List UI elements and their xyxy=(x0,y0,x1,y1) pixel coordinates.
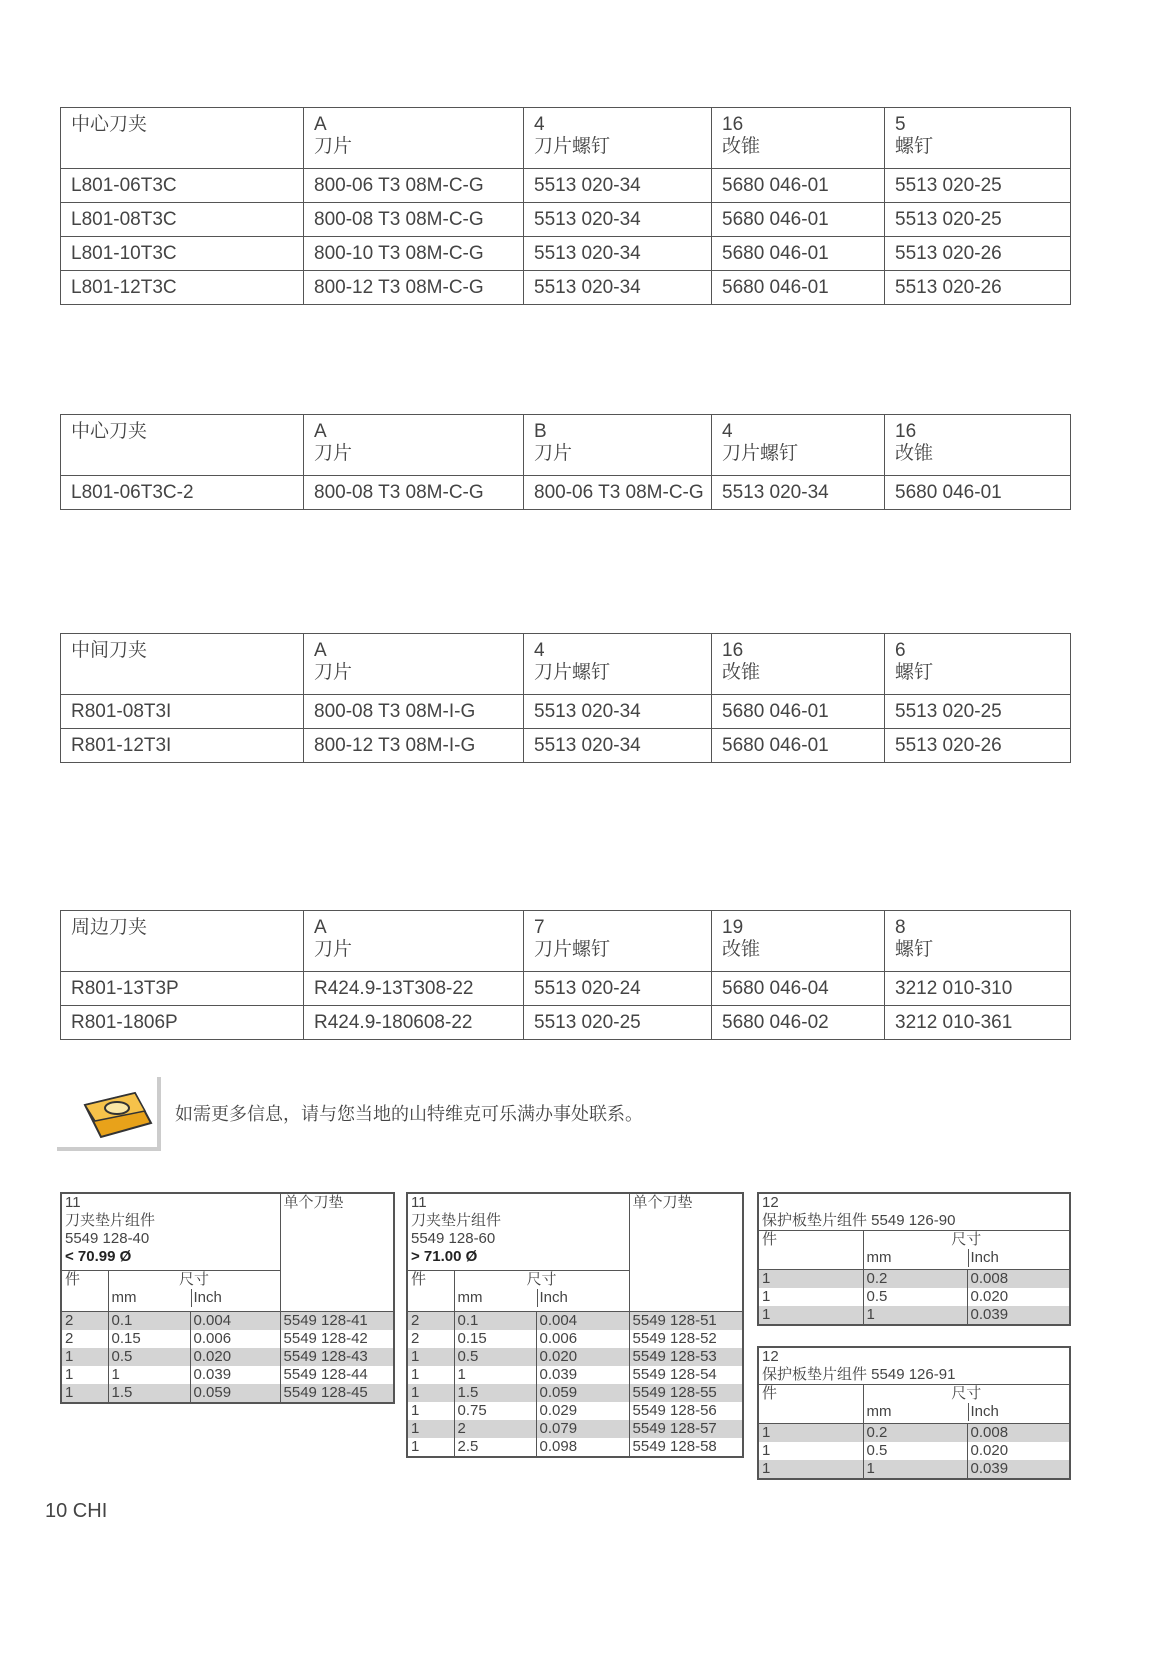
table-cell: 5513 020-25 xyxy=(885,203,1071,237)
mm-label: mm xyxy=(866,1249,892,1266)
header-label: 螺钉 xyxy=(895,136,934,157)
table-cell: 5549 128-56 xyxy=(629,1402,743,1420)
table-cell: 5549 128-58 xyxy=(629,1438,743,1457)
table-cell: 0.039 xyxy=(536,1366,629,1384)
kit-diameter: > 71.00 Ø xyxy=(411,1248,478,1265)
header-cell xyxy=(524,634,712,695)
table-cell: 5680 046-01 xyxy=(712,271,885,305)
qty-header: 件 xyxy=(758,1231,863,1270)
header-cell xyxy=(885,108,1071,169)
table-cell: 5513 020-34 xyxy=(712,476,885,510)
qty-header: 件 xyxy=(61,1271,108,1312)
table-row xyxy=(407,1402,743,1420)
table-cell: 0.5 xyxy=(863,1442,967,1460)
table-cell: 0.029 xyxy=(536,1402,629,1420)
header-code: A xyxy=(314,917,327,938)
header-label: 螺钉 xyxy=(895,662,934,683)
header-label: 刀片螺钉 xyxy=(534,136,611,157)
table-row xyxy=(61,1384,394,1403)
header-label: 螺钉 xyxy=(895,939,934,960)
header-code: 5 xyxy=(895,114,906,135)
header-code: A xyxy=(314,114,327,135)
table-row xyxy=(407,1312,743,1331)
size-header-row xyxy=(758,1385,1070,1424)
header-row xyxy=(61,911,1071,972)
size-header xyxy=(454,1271,629,1312)
table-cell: 1 xyxy=(762,1288,771,1305)
table-cell: 5513 020-34 xyxy=(524,695,712,729)
plate-number: 12 xyxy=(762,1348,779,1365)
kit-code: 5549 128-40 xyxy=(65,1230,150,1247)
header-code: A xyxy=(314,421,327,442)
table-cell: R801-1806P xyxy=(61,1006,304,1040)
table-cell: L801-12T3C xyxy=(61,271,304,305)
header-code: 4 xyxy=(722,421,733,442)
table-cell: 1 xyxy=(758,1460,863,1479)
table-cell: 0.059 xyxy=(190,1384,280,1403)
header-row xyxy=(61,108,1071,169)
header-cell xyxy=(304,415,524,476)
header-label: 刀片螺钉 xyxy=(534,939,611,960)
header-cell xyxy=(61,108,304,169)
header-cell xyxy=(712,634,885,695)
table-cell: 0.5 xyxy=(454,1348,536,1366)
table-cell: 800-08 T3 08M-C-G xyxy=(304,476,524,510)
table-cell: 5513 020-25 xyxy=(524,1006,712,1040)
header-code: 16 xyxy=(895,421,917,442)
table-cell: 2 xyxy=(411,1330,420,1347)
table-cell: 2 xyxy=(65,1330,74,1347)
header-code: 4 xyxy=(534,640,545,661)
header-code: 中间刀夹 xyxy=(71,640,148,661)
inch-label: Inch xyxy=(968,1403,999,1421)
header-code: 中心刀夹 xyxy=(71,114,148,135)
table-cell: 2 xyxy=(61,1312,108,1331)
table-cell: 2 xyxy=(454,1420,536,1438)
header-cell xyxy=(885,911,1071,972)
header-cell xyxy=(304,108,524,169)
table-cell: 0.15 xyxy=(108,1330,190,1348)
table-cell: 2.5 xyxy=(454,1438,536,1457)
size-label: 尺寸 xyxy=(526,1271,557,1288)
table-cell: 3212 010-361 xyxy=(885,1006,1071,1040)
header-code: A xyxy=(314,640,327,661)
table-cell: 5549 128-57 xyxy=(629,1420,743,1438)
table-cell: R424.9-13T308-22 xyxy=(304,972,524,1006)
header-cell xyxy=(524,108,712,169)
parts-table-4 xyxy=(60,910,1071,1040)
table-cell: 1 xyxy=(758,1270,863,1289)
table-row xyxy=(407,1330,743,1348)
kit-diameter: < 70.99 Ø xyxy=(65,1248,132,1265)
table-row xyxy=(61,1312,394,1331)
header-row xyxy=(61,634,1071,695)
table-row xyxy=(758,1460,1070,1479)
header-cell xyxy=(524,415,712,476)
table-cell: 5549 128-54 xyxy=(629,1366,743,1384)
header-code: 19 xyxy=(722,917,744,938)
header-code: 8 xyxy=(895,917,906,938)
table-row xyxy=(61,203,1071,237)
table-cell: 1 xyxy=(407,1348,454,1366)
size-label: 尺寸 xyxy=(951,1231,982,1248)
table-row xyxy=(758,1288,1070,1306)
header-label: 改锥 xyxy=(722,939,761,960)
header-cell xyxy=(61,634,304,695)
table-cell: 1 xyxy=(863,1306,967,1325)
plate-number: 12 xyxy=(762,1194,779,1211)
header-label: 刀片螺钉 xyxy=(534,662,611,683)
table-cell: 0.020 xyxy=(967,1288,1070,1306)
table-row xyxy=(61,271,1071,305)
table-cell: 5513 020-26 xyxy=(885,237,1071,271)
table-cell: 5549 128-44 xyxy=(280,1366,394,1384)
table-cell: 5513 020-34 xyxy=(524,203,712,237)
table-cell: 1 xyxy=(407,1420,454,1438)
table-row xyxy=(61,972,1071,1006)
table-cell: 5513 020-34 xyxy=(524,729,712,763)
table-cell: R801-12T3I xyxy=(61,729,304,763)
table-cell: R424.9-180608-22 xyxy=(304,1006,524,1040)
header-label: 刀片 xyxy=(314,939,353,960)
plate-title: 保护板垫片组件 5549 126-91 xyxy=(762,1366,956,1383)
header-cell xyxy=(885,634,1071,695)
header-label: 改锥 xyxy=(895,443,934,464)
table-cell: 0.008 xyxy=(967,1424,1070,1443)
table-cell: 0.004 xyxy=(190,1312,280,1331)
kit-header xyxy=(61,1193,280,1271)
mm-label: mm xyxy=(111,1289,137,1306)
table-row xyxy=(407,1420,743,1438)
table-row xyxy=(61,476,1071,510)
table-cell: 800-06 T3 08M-C-G xyxy=(304,169,524,203)
kit-name: 刀夹垫片组件 xyxy=(65,1212,156,1229)
shim-kit-table-1 xyxy=(60,1192,395,1404)
table-cell: 800-08 T3 08M-C-G xyxy=(304,203,524,237)
header-cell xyxy=(885,415,1071,476)
table-cell: 0.1 xyxy=(108,1312,190,1331)
table-row xyxy=(61,169,1071,203)
single-shim-header: 单个刀垫 xyxy=(629,1193,743,1312)
table-cell: 800-06 T3 08M-C-G xyxy=(524,476,712,510)
size-header xyxy=(108,1271,280,1312)
header-label: 刀片螺钉 xyxy=(722,443,799,464)
plate-header-row xyxy=(758,1347,1070,1385)
size-label: 尺寸 xyxy=(951,1385,982,1402)
table-cell: 0.020 xyxy=(190,1348,280,1366)
table-cell: 0.1 xyxy=(454,1312,536,1331)
plate-shim-table-2 xyxy=(757,1346,1071,1480)
table-cell: 0.75 xyxy=(454,1402,536,1420)
table-cell: 1 xyxy=(454,1366,536,1384)
table-cell: 0.006 xyxy=(536,1330,629,1348)
table-cell: 0.006 xyxy=(190,1330,280,1348)
header-row xyxy=(61,415,1071,476)
header-code: B xyxy=(534,421,547,442)
table-row xyxy=(61,1330,394,1348)
size-header-row xyxy=(758,1231,1070,1270)
table-cell: R801-13T3P xyxy=(61,972,304,1006)
header-code: 周边刀夹 xyxy=(71,917,148,938)
qty-header: 件 xyxy=(758,1385,863,1424)
parts-table-2 xyxy=(60,414,1071,510)
parts-table-1 xyxy=(60,107,1071,305)
contact-note: 如需更多信息，请与您当地的山特维克可乐满办事处联系。 xyxy=(175,1104,643,1124)
table-row xyxy=(61,695,1071,729)
table-cell: 0.004 xyxy=(536,1312,629,1331)
header-code: 中心刀夹 xyxy=(71,421,148,442)
table-cell: 1 xyxy=(762,1442,771,1459)
parts-table-3 xyxy=(60,633,1071,763)
table-row xyxy=(407,1438,743,1457)
size-header xyxy=(863,1231,1070,1270)
table-cell: 5680 046-01 xyxy=(885,476,1071,510)
table-cell: 5680 046-01 xyxy=(712,203,885,237)
mm-label: mm xyxy=(457,1289,483,1306)
kit-code: 5549 128-60 xyxy=(411,1230,496,1247)
table-cell: 5680 046-02 xyxy=(712,1006,885,1040)
table-cell: 1 xyxy=(407,1384,454,1402)
shim-kit-table-2 xyxy=(406,1192,744,1458)
table-cell: 0.098 xyxy=(536,1438,629,1457)
table-cell: 0.039 xyxy=(190,1366,280,1384)
table-row xyxy=(61,729,1071,763)
header-label: 改锥 xyxy=(722,136,761,157)
table-cell: 5680 046-01 xyxy=(712,729,885,763)
table-row xyxy=(61,1006,1071,1040)
table-cell: 1 xyxy=(758,1306,863,1325)
table-cell: 1 xyxy=(61,1384,108,1403)
table-cell: 1 xyxy=(108,1366,190,1384)
insert-icon xyxy=(55,1075,163,1153)
header-code: 6 xyxy=(895,640,906,661)
kit-number: 11 xyxy=(65,1194,81,1211)
plate-header xyxy=(758,1347,1070,1385)
table-cell: 0.059 xyxy=(536,1384,629,1402)
table-cell: 5680 046-01 xyxy=(712,695,885,729)
header-label: 刀片 xyxy=(314,662,353,683)
table-cell: 0.15 xyxy=(454,1330,536,1348)
header-cell xyxy=(61,415,304,476)
table-cell: 5513 020-25 xyxy=(885,695,1071,729)
table-cell: 0.039 xyxy=(967,1306,1070,1325)
header-label: 刀片 xyxy=(314,136,353,157)
table-row xyxy=(758,1306,1070,1325)
table-cell: 1.5 xyxy=(454,1384,536,1402)
kit-header xyxy=(407,1193,629,1271)
table-cell: 800-08 T3 08M-I-G xyxy=(304,695,524,729)
table-cell: 0.079 xyxy=(536,1420,629,1438)
table-cell: L801-08T3C xyxy=(61,203,304,237)
header-cell xyxy=(304,911,524,972)
qty-header: 件 xyxy=(407,1271,454,1312)
table-cell: 0.5 xyxy=(863,1288,967,1306)
mm-label: mm xyxy=(866,1403,892,1420)
table-row xyxy=(407,1348,743,1366)
table-cell: 1 xyxy=(61,1348,108,1366)
table-cell: 1 xyxy=(411,1402,420,1419)
table-cell: 5513 020-26 xyxy=(885,729,1071,763)
table-cell: 1 xyxy=(758,1424,863,1443)
header-code: 7 xyxy=(534,917,545,938)
plate-shim-table-1 xyxy=(757,1192,1071,1326)
table-row xyxy=(407,1366,743,1384)
table-row xyxy=(407,1384,743,1402)
header-cell xyxy=(712,108,885,169)
table-cell: 0.020 xyxy=(967,1442,1070,1460)
header-cell xyxy=(712,415,885,476)
table-cell: L801-06T3C-2 xyxy=(61,476,304,510)
table-cell: 0.008 xyxy=(967,1270,1070,1289)
table-cell: 5549 128-52 xyxy=(629,1330,743,1348)
table-cell: R801-08T3I xyxy=(61,695,304,729)
table-cell: 5549 128-53 xyxy=(629,1348,743,1366)
table-cell: 0.039 xyxy=(967,1460,1070,1479)
table-cell: 5549 128-45 xyxy=(280,1384,394,1403)
table-cell: 5513 020-34 xyxy=(524,169,712,203)
plate-header-row xyxy=(758,1193,1070,1231)
table-cell: L801-06T3C xyxy=(61,169,304,203)
table-cell: 2 xyxy=(407,1312,454,1331)
table-cell: 5549 128-42 xyxy=(280,1330,394,1348)
table-cell: 5513 020-34 xyxy=(524,237,712,271)
header-label: 刀片 xyxy=(314,443,353,464)
table-cell: 0.020 xyxy=(536,1348,629,1366)
table-cell: 0.2 xyxy=(863,1270,967,1289)
table-cell: 1 xyxy=(411,1438,420,1455)
plate-title: 保护板垫片组件 5549 126-90 xyxy=(762,1212,956,1229)
table-cell: 5513 020-34 xyxy=(524,271,712,305)
kit-header-row xyxy=(61,1193,394,1271)
table-row xyxy=(758,1270,1070,1289)
table-cell: 800-12 T3 08M-C-G xyxy=(304,271,524,305)
inch-label: Inch xyxy=(191,1289,222,1307)
table-cell: 1 xyxy=(411,1366,420,1383)
table-row xyxy=(61,237,1071,271)
table-cell: 5549 128-55 xyxy=(629,1384,743,1402)
header-label: 改锥 xyxy=(722,662,761,683)
table-cell: 5680 046-04 xyxy=(712,972,885,1006)
header-code: 4 xyxy=(534,114,545,135)
table-cell: 0.5 xyxy=(108,1348,190,1366)
plate-header xyxy=(758,1193,1070,1231)
inch-label: Inch xyxy=(537,1289,568,1307)
table-cell: 5549 128-51 xyxy=(629,1312,743,1331)
header-cell xyxy=(61,911,304,972)
header-code: 16 xyxy=(722,114,744,135)
table-cell: 1 xyxy=(863,1460,967,1479)
table-cell: 5549 128-43 xyxy=(280,1348,394,1366)
header-label: 刀片 xyxy=(534,443,573,464)
table-cell: 5680 046-01 xyxy=(712,169,885,203)
table-cell: 0.2 xyxy=(863,1424,967,1443)
table-row xyxy=(758,1424,1070,1443)
size-header xyxy=(863,1385,1070,1424)
size-label: 尺寸 xyxy=(179,1271,210,1288)
table-row xyxy=(61,1366,394,1384)
kit-header-row xyxy=(407,1193,743,1271)
table-cell: 5513 020-26 xyxy=(885,271,1071,305)
table-cell: 3212 010-310 xyxy=(885,972,1071,1006)
header-cell xyxy=(524,911,712,972)
table-cell: 5680 046-01 xyxy=(712,237,885,271)
table-cell: 1.5 xyxy=(108,1384,190,1403)
table-cell: 1 xyxy=(65,1366,74,1383)
table-cell: L801-10T3C xyxy=(61,237,304,271)
inch-label: Inch xyxy=(968,1249,999,1267)
table-cell: 5549 128-41 xyxy=(280,1312,394,1331)
table-cell: 5513 020-24 xyxy=(524,972,712,1006)
table-cell: 800-12 T3 08M-I-G xyxy=(304,729,524,763)
header-cell xyxy=(712,911,885,972)
page-number: 10 CHI xyxy=(45,1500,108,1522)
header-code: 16 xyxy=(722,640,744,661)
table-cell: 5513 020-25 xyxy=(885,169,1071,203)
table-row xyxy=(758,1442,1070,1460)
single-shim-header: 单个刀垫 xyxy=(280,1193,394,1312)
header-cell xyxy=(304,634,524,695)
table-row xyxy=(61,1348,394,1366)
table-cell: 800-10 T3 08M-C-G xyxy=(304,237,524,271)
kit-name: 刀夹垫片组件 xyxy=(411,1212,502,1229)
kit-number: 11 xyxy=(411,1194,427,1211)
